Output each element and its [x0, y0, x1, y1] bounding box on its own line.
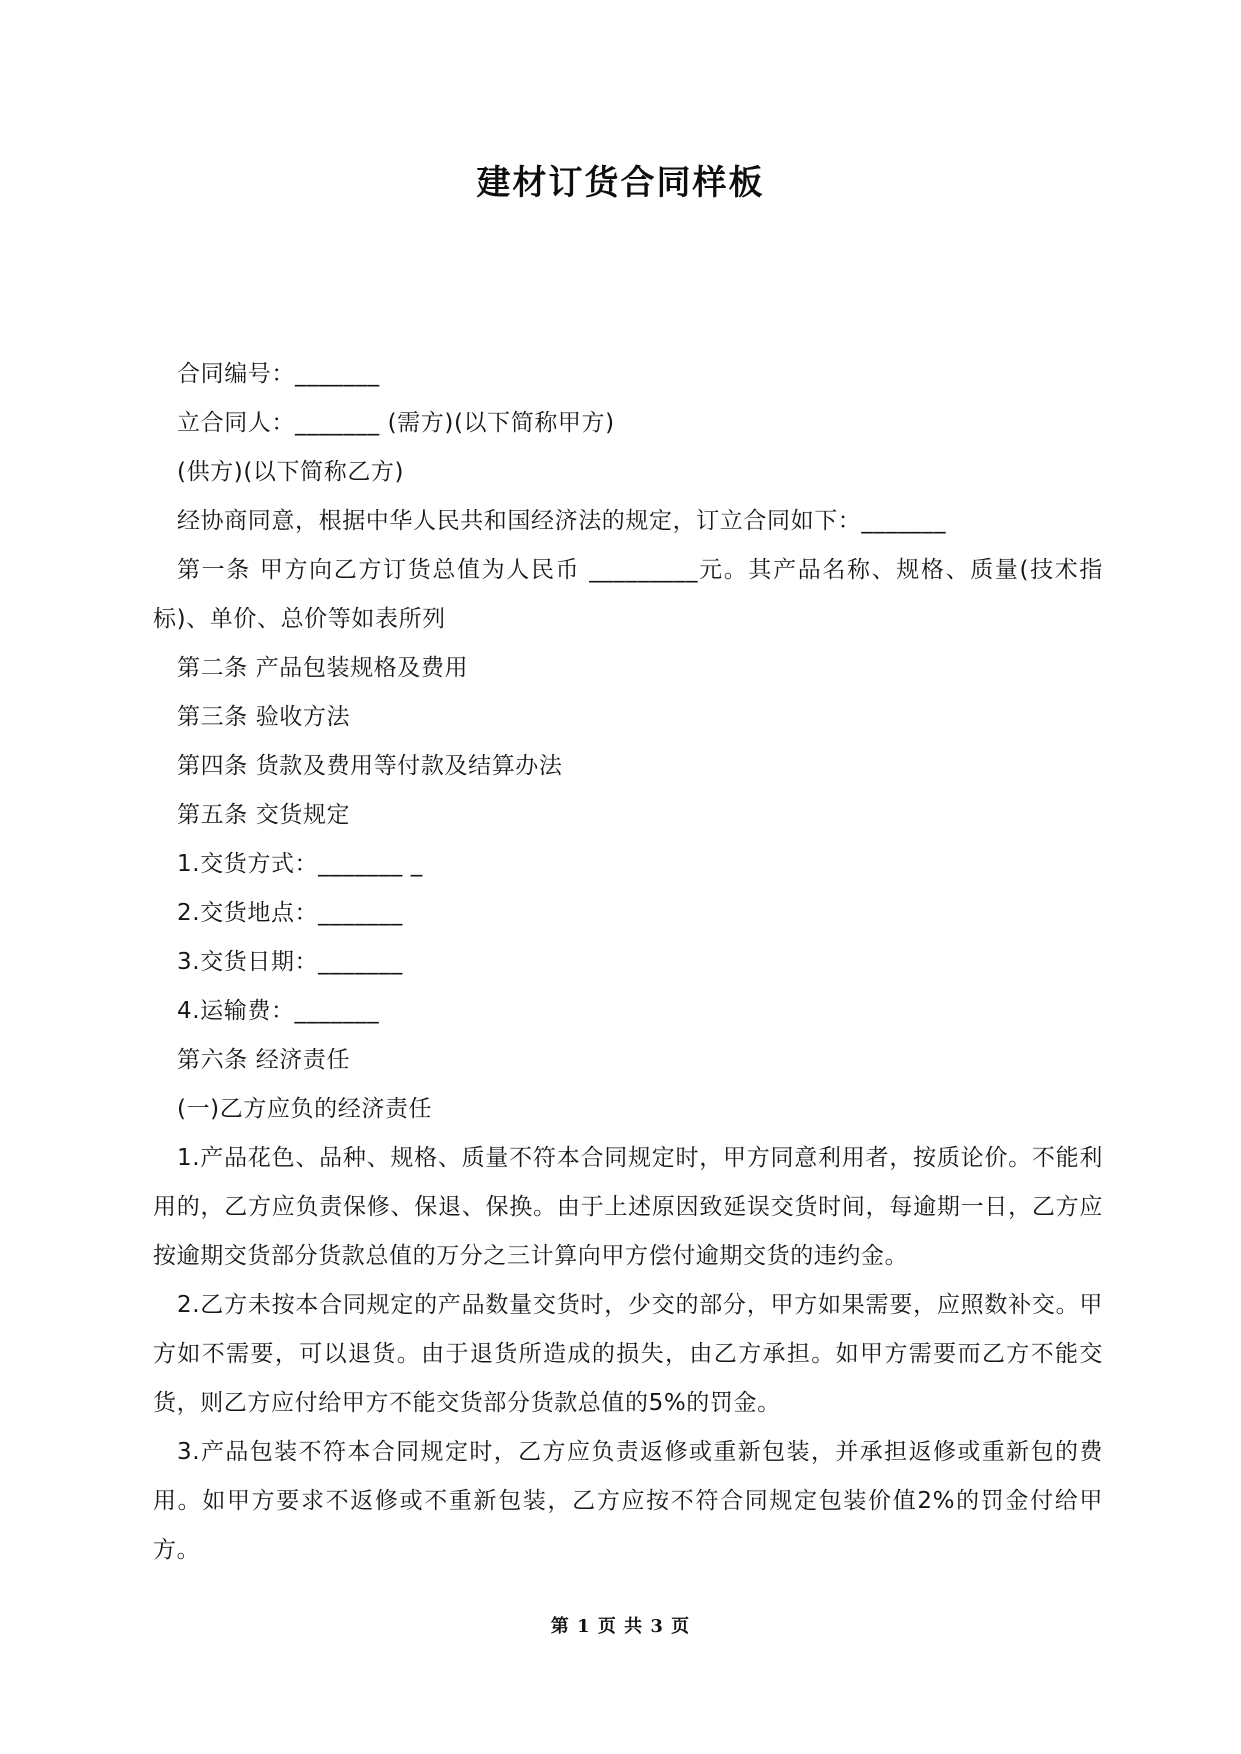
delivery-location: 2.交货地点：_______: [177, 900, 403, 926]
party-b-line: (供方)(以下简称乙方): [177, 459, 405, 485]
article-5: 第五条 交货规定: [177, 802, 351, 828]
document-title: 建材订货合同样板: [476, 163, 765, 203]
liability-item-3: 3.产品包装不符本合同规定时，乙方应负责返修或重新包装，并承担返修或重新包的费用。如甲方要求不返修或不重新包装，乙方应按不符合同规定包装价值2%的罚金付给甲方。: [153, 1439, 1103, 1563]
contract-number-line: 合同编号：_______: [177, 361, 380, 387]
liability-item-1: 1.产品花色、品种、规格、质量不符本合同规定时，甲方同意利用者，按质论价。不能利用的，乙方应负责保修、保退、保换。由于上述原因致延误交货时间，每逾期一日，乙方应按逾期交货部分货款总值的万分之三计算向甲方偿付逾期交货的违约金。: [153, 1145, 1103, 1269]
delivery-method: 1.交货方式：_______ _: [177, 851, 423, 877]
page-footer: 第 1 页 共 3 页: [550, 1616, 691, 1637]
liability-item-2: 2.乙方未按本合同规定的产品数量交货时，少交的部分，甲方如果需要，应照数补交。甲方如不需要，可以退货。由于退货所造成的损失，由乙方承担。如甲方需要而乙方不能交货，则乙方应付给甲方不能交货部分货款总值的5%的罚金。: [153, 1292, 1103, 1416]
transport-fee: 4.运输费：_______: [177, 998, 380, 1024]
article-3: 第三条 验收方法: [177, 704, 351, 730]
article-6: 第六条 经济责任: [177, 1047, 351, 1073]
article-2: 第二条 产品包装规格及费用: [177, 655, 469, 681]
party-a-line: 立合同人：_______ (需方)(以下简称甲方): [177, 410, 615, 436]
article-1: 第一条 甲方向乙方订货总值为人民币 _________元。其产品名称、规格、质量(技术指标)、单价、总价等如表所列: [153, 557, 1103, 632]
delivery-date: 3.交货日期：_______: [177, 949, 403, 975]
contract-body: [153, 350, 1103, 1575]
agreement-intro: 经协商同意，根据中华人民共和国经济法的规定，订立合同如下：_______: [177, 508, 947, 534]
party-b-liability-heading: (一)乙方应负的经济责任: [177, 1096, 433, 1122]
article-4: 第四条 货款及费用等付款及结算办法: [177, 753, 563, 779]
